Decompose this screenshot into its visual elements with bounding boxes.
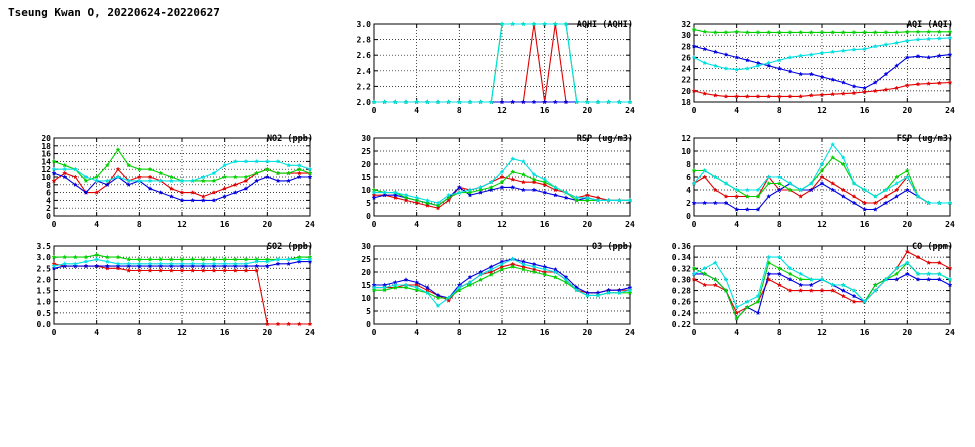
chart-title-aqi: AQI (AQI) <box>906 20 953 30</box>
svg-text:30: 30 <box>361 242 371 251</box>
svg-text:0: 0 <box>691 328 697 337</box>
svg-text:3.0: 3.0 <box>36 253 51 263</box>
svg-text:10: 10 <box>41 173 51 182</box>
chart-panel-fsp <box>668 132 956 232</box>
svg-text:4: 4 <box>414 106 420 115</box>
svg-text:12: 12 <box>497 328 507 337</box>
svg-text:12: 12 <box>41 165 51 175</box>
svg-text:12: 12 <box>817 106 827 115</box>
svg-text:26: 26 <box>681 53 691 63</box>
svg-text:16: 16 <box>539 220 550 229</box>
svg-text:1.5: 1.5 <box>36 286 51 296</box>
svg-text:4: 4 <box>414 328 420 337</box>
svg-text:15: 15 <box>361 173 371 182</box>
svg-text:2.2: 2.2 <box>356 82 371 92</box>
svg-text:0: 0 <box>371 220 377 229</box>
svg-text:4: 4 <box>686 186 691 195</box>
svg-text:16: 16 <box>539 328 550 337</box>
svg-text:16: 16 <box>219 328 230 337</box>
svg-text:1.0: 1.0 <box>36 297 51 307</box>
svg-text:16: 16 <box>539 106 550 115</box>
chart-title-aqhi: AQHI (AQHI) <box>576 20 633 30</box>
svg-text:4: 4 <box>734 328 740 337</box>
svg-text:8: 8 <box>136 328 142 337</box>
svg-text:20: 20 <box>361 160 371 169</box>
svg-text:24: 24 <box>305 328 315 337</box>
svg-text:0: 0 <box>51 220 57 229</box>
svg-text:8: 8 <box>456 220 462 229</box>
svg-text:2.0: 2.0 <box>356 98 371 107</box>
svg-text:14: 14 <box>41 157 51 167</box>
svg-text:3.0: 3.0 <box>356 20 371 29</box>
svg-text:15: 15 <box>361 281 371 290</box>
svg-text:0.34: 0.34 <box>671 253 691 263</box>
svg-text:10: 10 <box>361 294 371 303</box>
svg-text:0: 0 <box>371 328 377 337</box>
chart-panel-no2 <box>28 132 316 232</box>
svg-text:12: 12 <box>681 134 691 143</box>
svg-text:18: 18 <box>681 98 691 107</box>
svg-text:12: 12 <box>497 220 507 229</box>
svg-text:20: 20 <box>582 220 593 229</box>
svg-text:0.26: 0.26 <box>671 297 691 307</box>
svg-text:24: 24 <box>625 106 635 115</box>
svg-text:0: 0 <box>51 328 57 337</box>
svg-text:0: 0 <box>371 106 377 115</box>
svg-text:0.30: 0.30 <box>671 275 691 285</box>
svg-text:20: 20 <box>902 106 913 115</box>
svg-text:0: 0 <box>366 320 371 329</box>
svg-text:8: 8 <box>136 220 142 229</box>
svg-text:0: 0 <box>366 212 371 221</box>
svg-text:16: 16 <box>859 106 870 115</box>
svg-text:20: 20 <box>582 328 593 337</box>
svg-text:0.5: 0.5 <box>36 308 51 318</box>
svg-text:24: 24 <box>945 220 955 229</box>
svg-text:0: 0 <box>691 220 697 229</box>
svg-text:4: 4 <box>734 106 740 115</box>
svg-text:0.24: 0.24 <box>671 308 691 318</box>
svg-text:32: 32 <box>681 20 691 29</box>
svg-text:10: 10 <box>361 186 371 195</box>
svg-text:12: 12 <box>817 220 827 229</box>
svg-text:4: 4 <box>46 196 51 206</box>
svg-text:0: 0 <box>691 106 697 115</box>
chart-panel-rsp <box>348 132 636 232</box>
svg-text:2.0: 2.0 <box>36 275 51 285</box>
svg-text:0.22: 0.22 <box>671 320 691 329</box>
svg-text:0: 0 <box>686 212 691 221</box>
svg-text:20: 20 <box>41 134 51 143</box>
svg-text:25: 25 <box>361 147 371 156</box>
svg-text:2.5: 2.5 <box>36 264 51 274</box>
svg-text:3.5: 3.5 <box>36 242 51 251</box>
chart-title-so2: SO2 (ppb) <box>266 242 313 252</box>
chart-panel-aqhi <box>348 18 636 118</box>
svg-text:8: 8 <box>776 106 782 115</box>
svg-text:2: 2 <box>46 204 51 214</box>
svg-text:24: 24 <box>625 328 635 337</box>
svg-text:8: 8 <box>46 180 51 190</box>
svg-text:4: 4 <box>414 220 420 229</box>
chart-title-fsp: FSP (ug/m3) <box>896 134 953 144</box>
svg-text:4: 4 <box>94 328 100 337</box>
svg-text:0.28: 0.28 <box>671 286 691 296</box>
svg-text:8: 8 <box>776 220 782 229</box>
svg-text:0: 0 <box>46 212 51 221</box>
chart-panel-so2 <box>28 240 316 340</box>
chart-panel-o3 <box>348 240 636 340</box>
svg-text:5: 5 <box>366 199 371 208</box>
svg-text:6: 6 <box>46 188 51 198</box>
svg-text:24: 24 <box>945 328 955 337</box>
chart-panel-aqi <box>668 18 956 118</box>
chart-panel-co <box>668 240 956 340</box>
svg-text:16: 16 <box>41 149 51 159</box>
svg-text:20: 20 <box>262 328 273 337</box>
chart-title-rsp: RSP (ug/m3) <box>576 134 633 144</box>
svg-text:0.0: 0.0 <box>36 320 51 329</box>
svg-text:12: 12 <box>497 106 507 115</box>
svg-text:16: 16 <box>859 220 870 229</box>
svg-text:2.6: 2.6 <box>356 51 371 61</box>
svg-text:20: 20 <box>902 328 913 337</box>
svg-text:20: 20 <box>902 220 913 229</box>
svg-text:25: 25 <box>361 255 371 264</box>
chart-title-co: CO (ppm) <box>912 242 953 252</box>
svg-text:24: 24 <box>305 220 315 229</box>
svg-text:8: 8 <box>776 328 782 337</box>
svg-text:2: 2 <box>686 199 691 208</box>
svg-text:28: 28 <box>681 42 691 52</box>
svg-text:16: 16 <box>219 220 230 229</box>
svg-text:0.32: 0.32 <box>671 264 691 274</box>
svg-text:12: 12 <box>177 220 187 229</box>
svg-text:20: 20 <box>361 268 371 277</box>
svg-text:20: 20 <box>681 86 691 96</box>
svg-text:4: 4 <box>94 220 100 229</box>
chart-title-no2: NO2 (ppb) <box>266 134 313 144</box>
svg-text:8: 8 <box>456 328 462 337</box>
svg-text:8: 8 <box>456 106 462 115</box>
chart-title-o3: O3 (ppb) <box>592 242 633 252</box>
svg-text:30: 30 <box>681 31 691 41</box>
svg-text:20: 20 <box>262 220 273 229</box>
svg-text:12: 12 <box>817 328 827 337</box>
svg-text:30: 30 <box>361 134 371 143</box>
svg-text:8: 8 <box>686 160 691 169</box>
svg-text:2.4: 2.4 <box>356 66 371 76</box>
svg-text:24: 24 <box>945 106 955 115</box>
svg-text:16: 16 <box>859 328 870 337</box>
svg-text:12: 12 <box>177 328 187 337</box>
svg-text:20: 20 <box>582 106 593 115</box>
svg-text:2.8: 2.8 <box>356 35 371 45</box>
page-title: Tseung Kwan O, 20220624-20220627 <box>8 6 220 19</box>
svg-text:6: 6 <box>686 173 691 182</box>
svg-text:18: 18 <box>41 141 51 151</box>
svg-text:10: 10 <box>681 147 691 156</box>
svg-text:4: 4 <box>734 220 740 229</box>
svg-text:0.36: 0.36 <box>671 242 691 251</box>
svg-text:24: 24 <box>681 64 691 74</box>
svg-text:5: 5 <box>366 307 371 316</box>
svg-text:24: 24 <box>625 220 635 229</box>
svg-text:22: 22 <box>681 75 691 85</box>
